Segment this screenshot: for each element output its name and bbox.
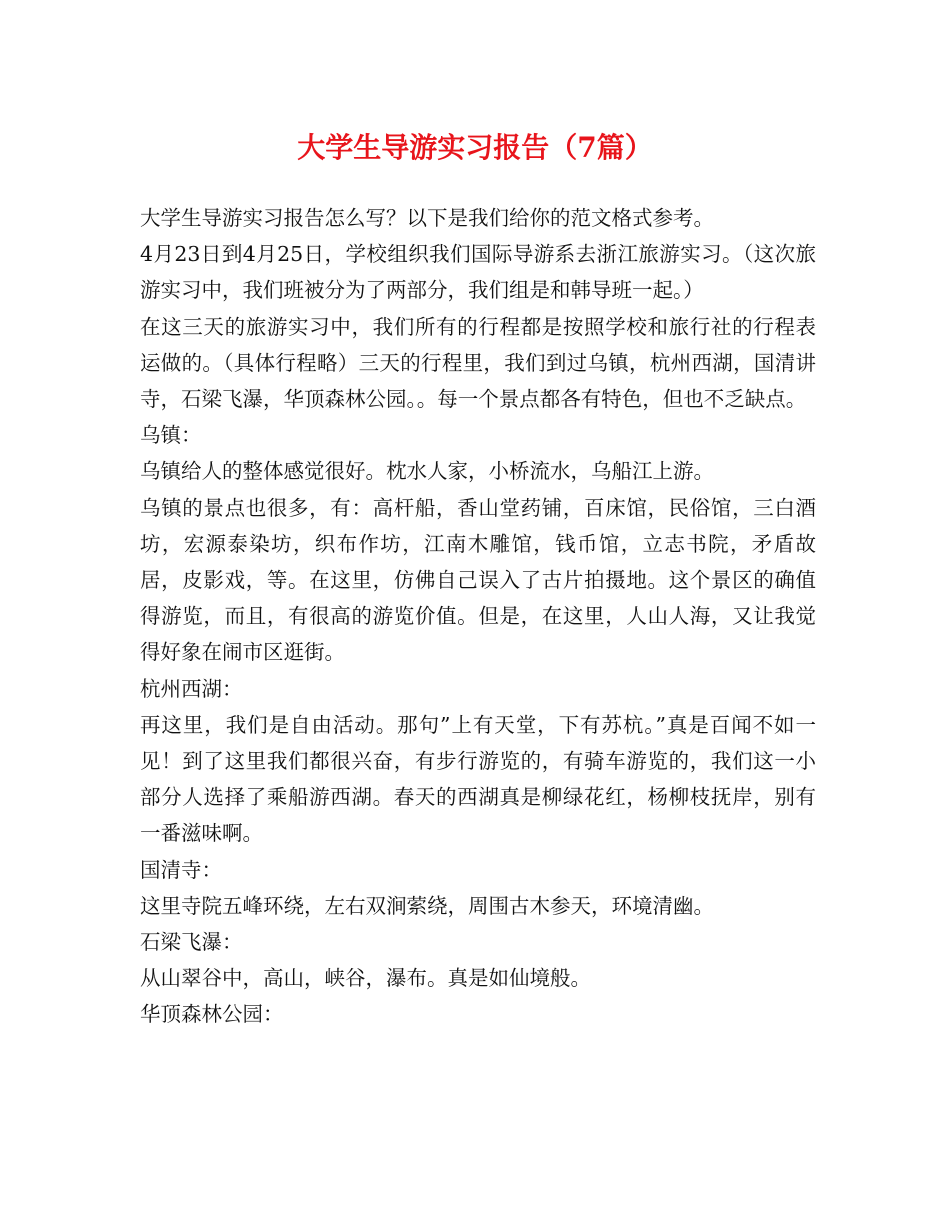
document-title: 大学生导游实习报告（7篇） [297,131,653,164]
guoqing-temple-paragraph: 这里寺院五峰环绕，左右双涧萦绕，周围古木参天，环境清幽。 [140,893,714,918]
section-heading-shiliang-waterfall: 石梁飞瀑： [140,930,243,955]
section-heading-guoqing-temple: 国清寺： [140,857,222,882]
wuzhen-impression-paragraph: 乌镇给人的整体感觉很好。枕水人家，小桥流水，乌船江上游。 [140,459,714,484]
trip-overview-paragraph: 4月23日到4月25日，学校组织我们国际导游系去浙江旅游实习。（这次旅游实习中，我们班被分为了两部分，我们组是和韩导班一起。） [140,242,816,303]
shiliang-waterfall-paragraph: 从山翠谷中，高山，峡谷，瀑布。真是如仙境般。 [140,966,591,991]
intro-paragraph: 大学生导游实习报告怎么写？以下是我们给你的范文格式参考。 [140,206,714,230]
itinerary-paragraph: 在这三天的旅游实习中，我们所有的行程都是按照学校和旅行社的行程表运做的。（具体行程略）三天的行程里，我们到过乌镇，杭州西湖，国清讲寺，石梁飞瀑，华顶森林公园。。每一个景点都各有特色，但也不乏缺点。 [140,314,816,412]
section-heading-west-lake: 杭州西湖： [140,676,243,701]
west-lake-paragraph: 再这里，我们是自由活动。那句”上有天堂，下有苏杭。”真是百闻不如一见！到了这里我们都很兴奋，有步行游览的，有骑车游览的，我们这一小部分人选择了乘船游西湖。春天的西湖真是柳绿花红，杨柳枝抚岸，别有一番滋味啊。 [140,712,816,846]
document-body [140,200,816,1033]
section-heading-wuzhen: 乌镇： [140,423,202,448]
section-heading-huading-forest-park: 华顶森林公园： [140,1002,284,1027]
wuzhen-sights-paragraph: 乌镇的景点也很多，有：高杆船，香山堂药铺，百床馆，民俗馆，三白酒坊，宏源泰染坊，织布作坊，江南木雕馆，钱币馆，立志书院，矛盾故居，皮影戏，等。在这里，仿佛自己误入了古片拍摄地。这个景区的确值得游览，而且，有很高的游览价值。但是，在这里，人山人海，又让我觉得好象在闹市区逛街。 [140,495,816,665]
